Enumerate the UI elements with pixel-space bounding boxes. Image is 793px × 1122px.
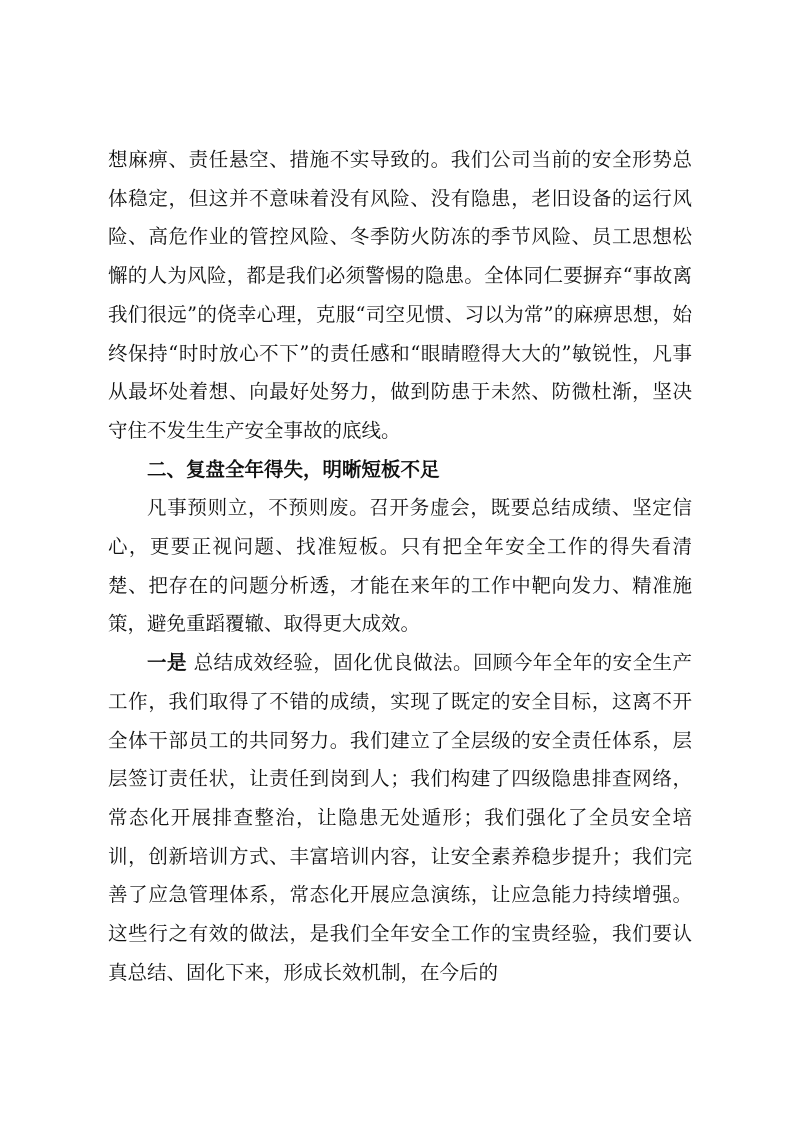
document-body: [108, 141, 692, 992]
point-one-text: 总结成效经验，固化优良做法。回顾今年全年的安全生产工作，我们取得了不错的成绩，实现了既定的安全目标，这离不开全体干部员工的共同努力。我们建立了全层级的安全责任体系，层层签订责任状，让责任到岗到人；我们构建了四级隐患排查网络，常态化开展排查整治，让隐患无处遁形；我们强化了全员安全培训，创新培训方式、丰富培训内容，让安全素养稳步提升；我们完善了应急管理体系，常态化开展应急演练，让应急能力持续增强。这些行之有效的做法，是我们全年安全工作的宝贵经验，我们要认真总结、固化下来，形成长效机制，在今后的: [108, 651, 692, 984]
section-heading: 二、复盘全年得失，明晰短板不足: [147, 457, 440, 481]
paragraph-intro: 凡事预则立，不预则废。召开务虚会，既要总结成绩、坚定信心，更要正视问题、找准短板。只有把全年安全工作的得失看清楚、把存在的问题分析透，才能在来年的工作中靶向发力、精准施策，避免重蹈覆辙、取得更大成效。: [108, 496, 692, 636]
point-lead-label: 一是: [147, 651, 187, 675]
paragraph-continuation: 想麻痹、责任悬空、措施不实导致的。我们公司当前的安全形势总体稳定，但这并不意味着没有风险、没有隐患，老旧设备的运行风险、高危作业的管控风险、冬季防火防冻的季节风险、员工思想松懈的人为风险，都是我们必须警惕的隐患。全体同仁要摒弃“事故离我们很远”的侥幸心理，克服“司空见惯、习以为常”的麻痹思想，始终保持“时时放心不下”的责任感和“眼睛瞪得大大的”敏锐性，凡事从最坏处着想、向最好处努力，做到防患于未然、防微杜渐，坚决守住不发生生产安全事故的底线。: [108, 148, 692, 442]
paragraph-point-one: [108, 644, 692, 992]
